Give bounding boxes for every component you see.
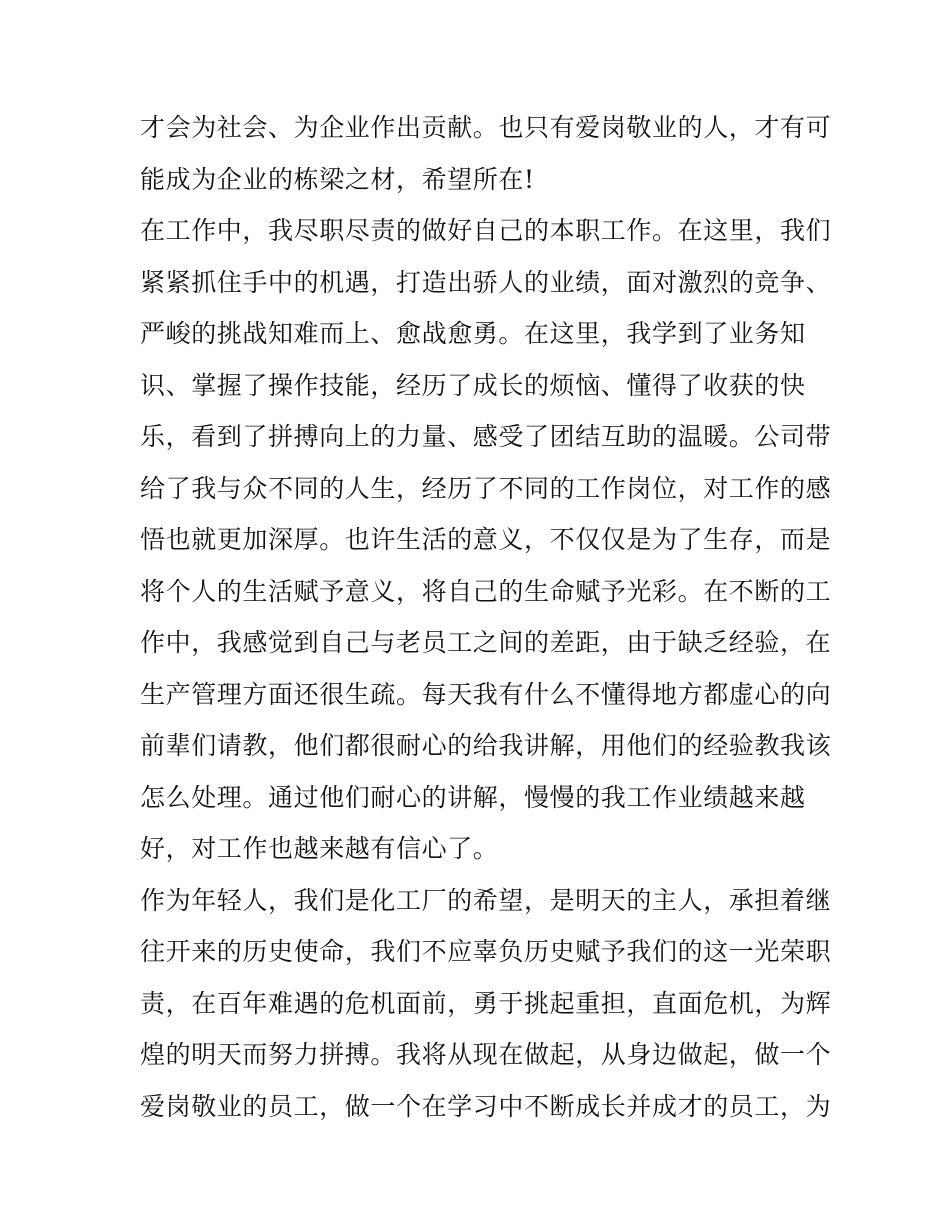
text-line: 好，对工作也越来越有信心了。 bbox=[140, 834, 499, 863]
text-line: 严峻的挑战知难而上、愈战愈勇。在这里，我学到了业务知 bbox=[140, 319, 806, 348]
text-line: 爱岗敬业的员工，做一个在学习中不断成长并成才的员工，为 bbox=[140, 1091, 832, 1121]
body-text bbox=[140, 102, 832, 1132]
text-line: 煌的明天而努力拼搏。我将从现在做起，从身边做起，做一个 bbox=[140, 1040, 832, 1069]
text-line: 往开来的历史使命，我们不应辜负历史赋予我们的这一光荣职 bbox=[140, 937, 832, 966]
text-line: 才会为社会、为企业作出贡献。也只有爱岗敬业的人，才有可 bbox=[140, 113, 832, 142]
text-line: 紧紧抓住手中的机遇，打造出骄人的业绩，面对激烈的竞争、 bbox=[140, 267, 832, 297]
text-line: 前辈们请教，他们都很耐心的给我讲解，用他们的经验教我该 bbox=[140, 731, 832, 760]
text-line: 责，在百年难遇的危机面前，勇于挑起重担，直面危机，为辉 bbox=[140, 988, 832, 1018]
text-line: 作为年轻人，我们是化工厂的希望，是明天的主人，承担着继 bbox=[140, 885, 832, 915]
text-line: 能成为企业的栋梁之材，希望所在! bbox=[140, 164, 535, 194]
text-line: 怎么处理。通过他们耐心的讲解，慢慢的我工作业绩越来越 bbox=[140, 782, 806, 812]
text-line: 生产管理方面还很生疏。每天我有什么不懂得地方都虚心的向 bbox=[140, 679, 832, 709]
text-line: 识、掌握了操作技能，经历了成长的烦恼、懂得了收获的快 bbox=[140, 370, 806, 400]
text-line: 乐，看到了拼搏向上的力量、感受了团结互助的温暖。公司带 bbox=[140, 422, 832, 451]
text-line: 悟也就更加深厚。也许生活的意义，不仅仅是为了生存，而是 bbox=[140, 525, 832, 554]
text-line: 作中，我感觉到自己与老员工之间的差距，由于缺乏经验，在 bbox=[140, 628, 832, 657]
text-line: 在工作中，我尽职尽责的做好自己的本职工作。在这里，我们 bbox=[140, 216, 832, 245]
text-line: 将个人的生活赋予意义，将自己的生命赋予光彩。在不断的工 bbox=[140, 576, 832, 606]
text-line: 给了我与众不同的人生，经历了不同的工作岗位，对工作的感 bbox=[140, 473, 832, 503]
